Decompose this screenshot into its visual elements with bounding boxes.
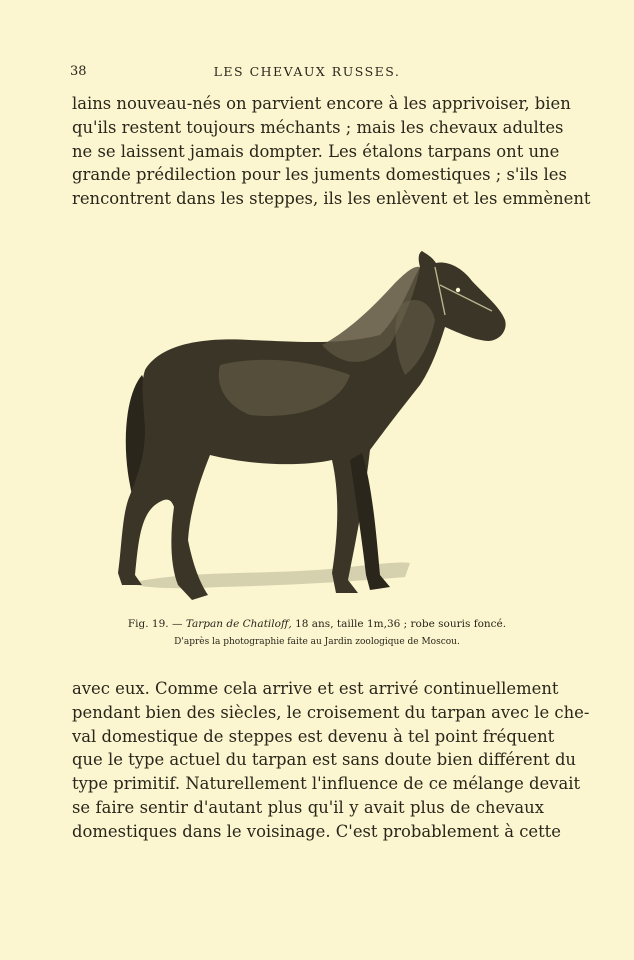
horse-eye	[456, 288, 460, 292]
paragraph-top	[72, 92, 591, 211]
figure-title: Tarpan de Chatiloff,	[185, 618, 292, 630]
figure-details: 18 ans, taille 1m,36 ; robe souris foncé.	[295, 618, 507, 630]
text-line: pendant bien des siècles, le croisement du tarpan avec le che-	[72, 702, 590, 722]
text-line: avec eux. Comme cela arrive et est arrivé continuellement	[72, 679, 559, 698]
figure-caption	[80, 618, 554, 630]
figure-source: D'après la photographie faite au Jardin zoologique de Moscou.	[174, 637, 460, 647]
text-line: lains nouveau-nés on parvient encore à les apprivoiser, bien	[72, 94, 571, 113]
text-line: grande prédilection pour les juments domestiques ; s'ils les	[72, 165, 567, 185]
text-line: rencontrent dans les steppes, ils les enlèvent et les emmènent	[72, 189, 591, 209]
paragraph-bottom	[72, 677, 590, 844]
horse-body	[118, 251, 506, 600]
text-line: se faire sentir d'autant plus qu'il y avait plus de chevaux	[72, 797, 544, 817]
page-header	[70, 64, 544, 84]
figure-label: Fig. 19. —	[127, 618, 183, 630]
page-number: 38	[70, 64, 87, 79]
text-line: qu'ils restent toujours méchants ; mais les chevaux adultes	[72, 117, 564, 137]
text-line: domestiques dans le voisinage. C'est probablement à cette	[72, 821, 561, 841]
text-line: ne se laissent jamais dompter. Les étalons tarpans ont une	[72, 141, 560, 161]
horse-engraving	[100, 245, 520, 610]
text-line: type primitif. Naturellement l'influence de ce mélange devait	[72, 774, 581, 794]
running-title: LES CHEVAUX RUSSES.	[213, 64, 401, 79]
text-line: que le type actuel du tarpan est sans doute bien différent du	[72, 750, 576, 770]
text-line: val domestique de steppes est devenu à tel point fréquent	[72, 726, 555, 746]
